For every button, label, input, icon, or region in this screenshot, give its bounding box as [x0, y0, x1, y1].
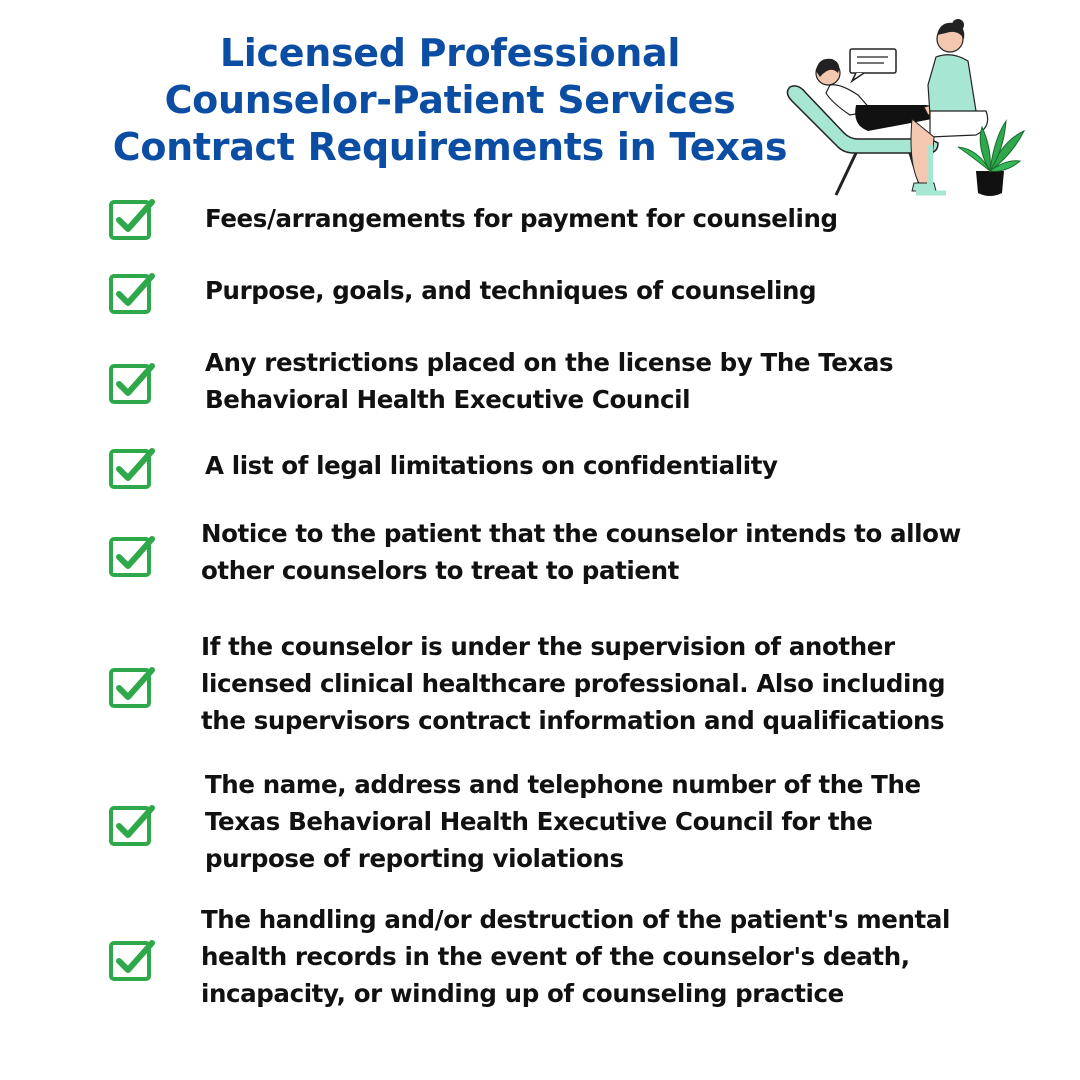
list-item-text: A list of legal limitations on confidentiality [205, 451, 778, 480]
list-item-text: Fees/arrangements for payment for counseling [205, 204, 838, 233]
checkbox-checked-icon [108, 937, 156, 983]
checkbox-checked-icon [108, 360, 156, 406]
list-item-text: The name, address and telephone number of the The Texas Behavioral Health Executive Council for the purpose of reporting violations [205, 770, 921, 873]
title-line-2: Counselor-Patient Services [164, 78, 736, 122]
speech-bubble-icon [850, 49, 896, 81]
list-item-text: The handling and/or destruction of the patient's mental health records in the event of the counselor's death, incapacity, or winding up of counseling practice [201, 905, 950, 1008]
list-item-text: Purpose, goals, and techniques of counseling [205, 276, 817, 305]
title-line-3: Contract Requirements in Texas [112, 125, 788, 169]
page-title [90, 30, 810, 171]
list-item-text: Notice to the patient that the counselor intends to allow other counselors to treat to patient [201, 519, 961, 585]
checkbox-checked-icon [108, 802, 156, 848]
list-item-text: If the counselor is under the supervision of another licensed clinical healthcare professional. Also including the supervisors contract information and qualifications [201, 632, 946, 735]
therapy-session-illustration [780, 15, 1040, 200]
checkbox-checked-icon [108, 445, 156, 491]
title-line-1: Licensed Professional [219, 31, 681, 75]
list-item-text: Any restrictions placed on the license by The Texas Behavioral Health Executive Council [205, 348, 894, 414]
checkbox-checked-icon [108, 533, 156, 579]
checkbox-checked-icon [108, 196, 156, 242]
checkbox-checked-icon [108, 270, 156, 316]
checkbox-checked-icon [108, 664, 156, 710]
